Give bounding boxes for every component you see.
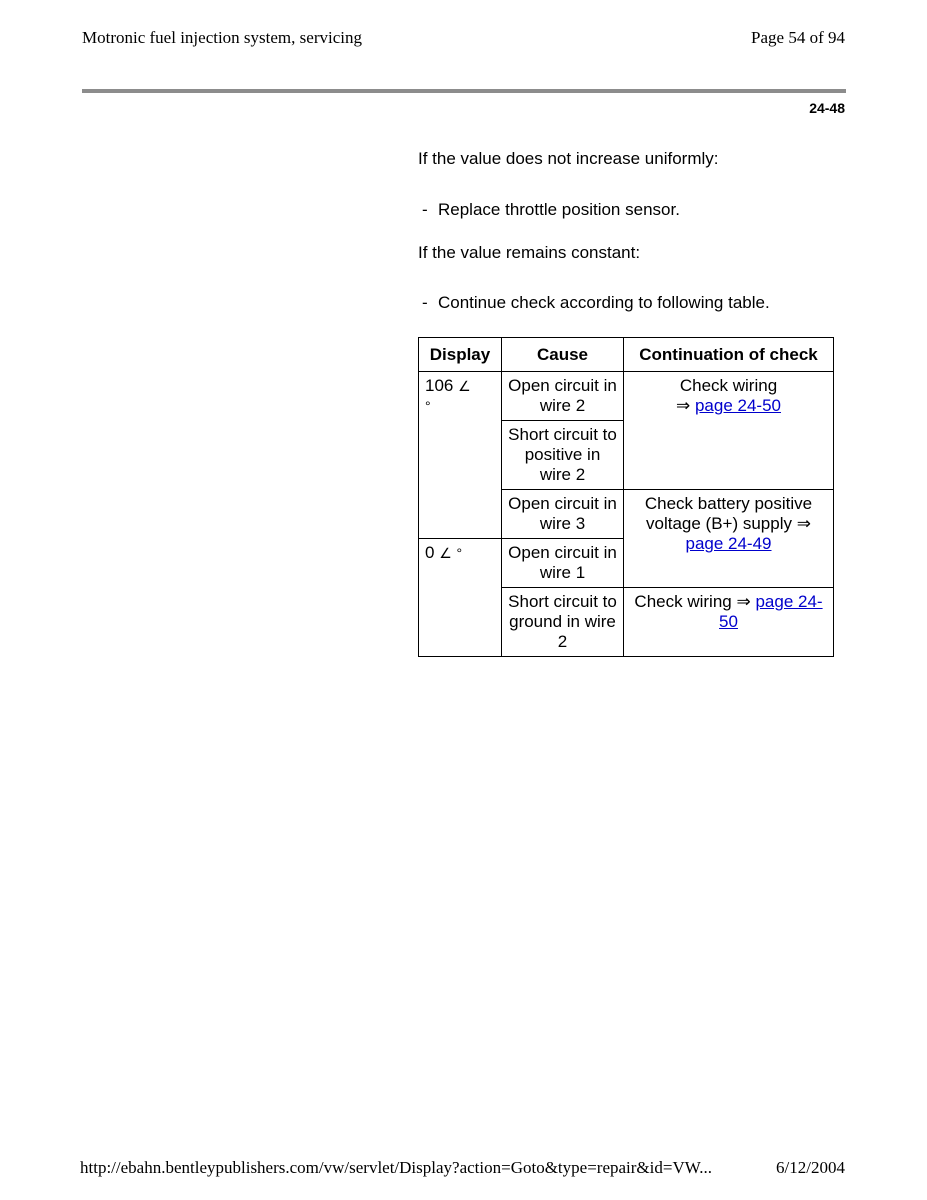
- list-item-replace-sensor: [422, 200, 680, 220]
- list-item-text: Continue check according to following table.: [438, 293, 770, 312]
- degree-icon: °: [425, 398, 431, 414]
- bullet-dash: -: [422, 293, 428, 312]
- display-value-0: [419, 539, 502, 657]
- column-header-continuation: Continuation of check: [624, 338, 834, 372]
- angle-icon: ∠: [439, 545, 452, 561]
- arrow-icon: ⇒: [675, 396, 691, 415]
- list-item-text: Replace throttle position sensor.: [438, 200, 680, 219]
- cause-cell: Open circuit in wire 3: [502, 490, 624, 539]
- footer-date: 6/12/2004: [776, 1158, 845, 1177]
- column-header-display: Display: [419, 338, 502, 372]
- continuation-text: Check wiring: [679, 376, 778, 395]
- document-title: Motronic fuel injection system, servicing: [82, 28, 362, 47]
- diagnostic-table: [418, 337, 834, 657]
- continuation-cell: [624, 490, 834, 588]
- link-page-24-50[interactable]: page 24-50: [694, 396, 781, 415]
- cause-cell: Short circuit to ground in wire 2: [502, 588, 624, 657]
- bullet-dash: -: [422, 200, 428, 219]
- link-page-24-49[interactable]: page 24-49: [685, 534, 772, 553]
- continuation-text: Check battery positive voltage (B+) supply: [644, 494, 813, 533]
- page-number: Page 54 of 94: [751, 28, 845, 47]
- table-header-row: [419, 338, 834, 372]
- continuation-cell: [624, 372, 834, 490]
- cause-cell: Open circuit in wire 2: [502, 372, 624, 421]
- arrow-icon: ⇒: [796, 514, 811, 533]
- cause-cell: Short circuit to positive in wire 2: [502, 421, 624, 490]
- link-page-24-50[interactable]: page 24-50: [719, 592, 823, 631]
- continuation-cell: [624, 588, 834, 657]
- table-row: [419, 372, 834, 421]
- cause-cell: Open circuit in wire 1: [502, 539, 624, 588]
- column-header-cause: Cause: [502, 338, 624, 372]
- display-number: 0: [425, 543, 435, 562]
- degree-icon: °: [456, 545, 463, 561]
- paragraph-not-uniform: If the value does not increase uniformly:: [418, 149, 719, 168]
- angle-icon: ∠: [458, 378, 471, 394]
- list-item-continue-check: [422, 293, 770, 313]
- arrow-icon: ⇒: [736, 592, 751, 611]
- paragraph-constant: If the value remains constant:: [418, 243, 641, 262]
- header-divider: [82, 89, 846, 93]
- continuation-text: Check wiring: [634, 592, 732, 611]
- display-value-106: [419, 372, 502, 539]
- display-number: 106: [425, 376, 454, 395]
- footer-url: http://ebahn.bentleypublishers.com/vw/servlet/Display?action=Goto&type=repair&id=VW...: [80, 1158, 712, 1177]
- section-page-code: 24-48: [809, 100, 845, 116]
